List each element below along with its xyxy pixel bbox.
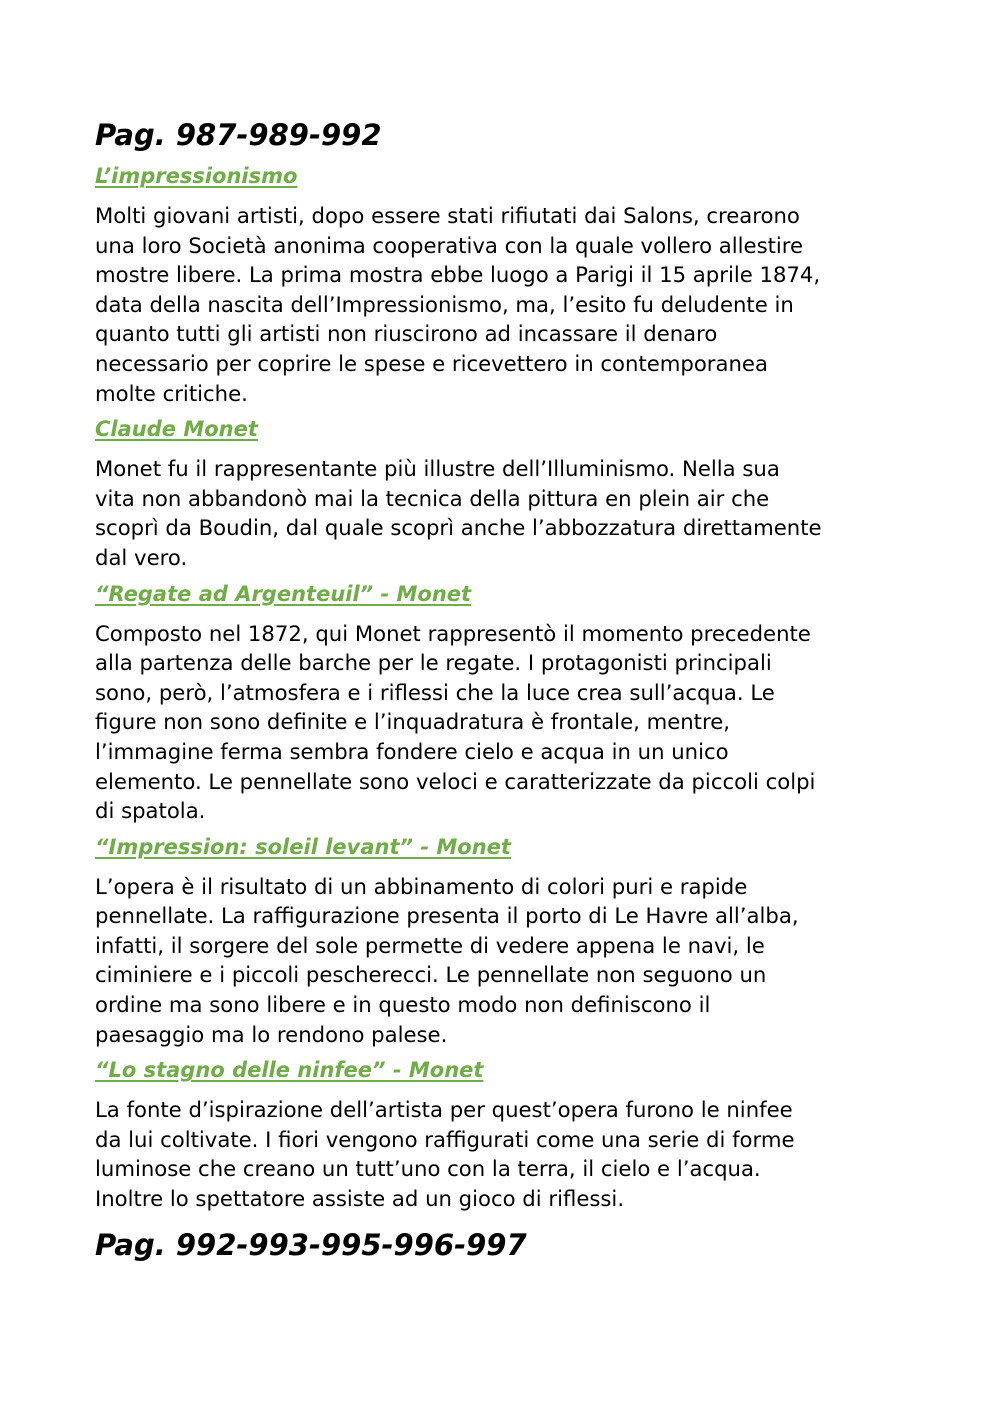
paragraph-line: Monet fu il rappresentante più illustre dell’Illuminismo. Nella sua [95, 456, 780, 482]
paragraph-line: Inoltre lo spettatore assiste ad un gioco di riflessi. [95, 1186, 625, 1212]
section-title: Claude Monet [95, 417, 258, 442]
section-title: “Regate ad Argenteuil” - Monet [95, 581, 472, 606]
paragraph-line: data della nascita dell’Impressionismo, ma, l’esito fu deludente in [95, 291, 794, 317]
paragraph-line: molte critiche. [95, 380, 248, 406]
paragraph-line: paesaggio ma lo rendono palese. [95, 1021, 448, 1047]
paragraph-line: Composto nel 1872, qui Monet rappresentò il momento precedente [95, 620, 811, 646]
paragraph-line: figure non sono definite e l’inquadratura è frontale, mentre, [95, 709, 730, 735]
section-paragraph [95, 1095, 915, 1213]
section-paragraph [95, 872, 915, 1050]
paragraph-line: dal vero. [95, 544, 188, 570]
paragraph-line: Molti giovani artisti, dopo essere stati rifiutati dai Salons, crearono [95, 203, 800, 228]
paragraph-line: da lui coltivate. I fiori vengono raffigurati come una serie di forme [95, 1126, 795, 1152]
paragraph-line: necessario per coprire le spese e ricevettero in contemporanea [95, 350, 768, 376]
paragraph-line: pennellate. La raffigurazione presenta il porto di Le Havre all’alba, [95, 903, 799, 929]
section-paragraph [95, 201, 915, 408]
paragraph-line: mostre libere. La prima mostra ebbe luogo a Parigi il 15 aprile 1874, [95, 262, 821, 288]
page-reference-heading-bottom: Pag. 992-993-995-996-997 [95, 1227, 527, 1262]
paragraph-line: di spatola. [95, 798, 206, 824]
section-title: L’impressionismo [95, 164, 298, 188]
paragraph-line: luminose che creano un tutt’uno con la terra, il cielo e l’acqua. [95, 1156, 761, 1182]
paragraph-line: ordine ma sono libere e in questo modo non definiscono il [95, 992, 711, 1018]
sections-container [95, 161, 915, 1214]
paragraph-line: L’opera è il risultato di un abbinamento di colori puri e rapide [95, 873, 748, 899]
document-page [95, 112, 915, 1271]
paragraph-line: elemento. Le pennellate sono veloci e caratterizzate da piccoli colpi [95, 768, 816, 794]
paragraph-line: infatti, il sorgere del sole permette di vedere appena le navi, le [95, 932, 765, 958]
paragraph-line: vita non abbandonò mai la tecnica della pittura en plein air che [95, 485, 770, 511]
page-reference-heading: Pag. 987-989-992 [95, 118, 382, 152]
section-paragraph [95, 454, 915, 572]
section-title: “Lo stagno delle ninfee” - Monet [95, 1058, 484, 1083]
section-paragraph [95, 619, 915, 826]
paragraph-line: ciminiere e i piccoli pescherecci. Le pennellate non seguono un [95, 962, 767, 988]
paragraph-line: La fonte d’ispirazione dell’artista per quest’opera furono le ninfee [95, 1097, 793, 1123]
paragraph-line: l’immagine ferma sembra fondere cielo e acqua in un unico [95, 738, 729, 764]
paragraph-line: alla partenza delle barche per le regate. I protagonisti principali [95, 650, 772, 676]
paragraph-line: scoprì da Boudin, dal quale scoprì anche l’abbozzatura direttamente [95, 515, 822, 541]
paragraph-line: sono, però, l’atmosfera e i riflessi che la luce crea sull’acqua. Le [95, 679, 775, 705]
paragraph-line: quanto tutti gli artisti non riuscirono ad incassare il denaro [95, 321, 718, 347]
section-title: “Impression: soleil levant” - Monet [95, 834, 511, 859]
paragraph-line: una loro Società anonima cooperativa con la quale vollero allestire [95, 232, 804, 258]
